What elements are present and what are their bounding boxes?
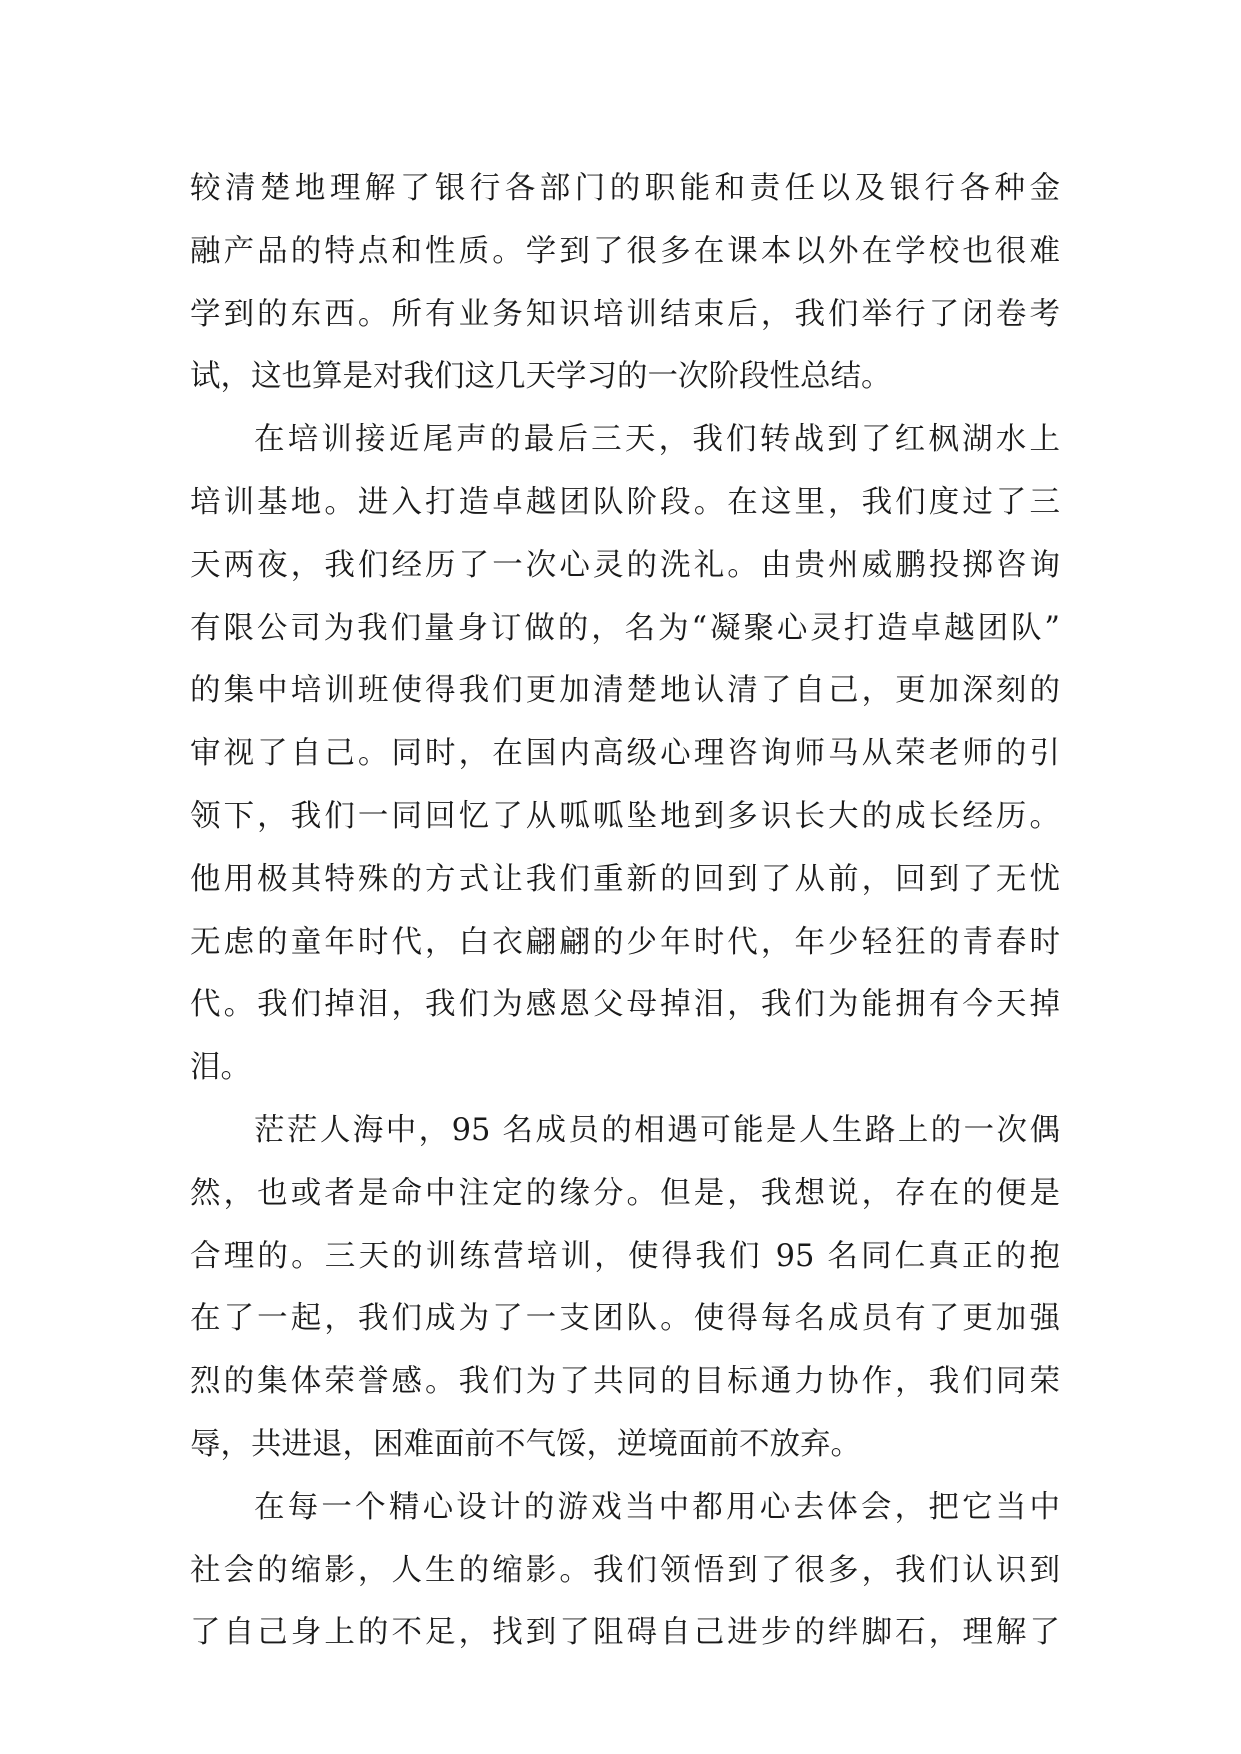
text-line: 然，也或者是命中注定的缘分。但是，我想说，存在的便是 — [190, 1175, 1060, 1211]
text-line: 的集中培训班使得我们更加清楚地认清了自己，更加深刻的 — [190, 673, 1060, 709]
text-line: 他用极其特殊的方式让我们重新的回到了从前，回到了无忧 — [190, 861, 1060, 897]
paragraph — [190, 409, 1060, 1100]
text-line: 试，这也算是对我们这几天学习的一次阶段性总结。 — [190, 359, 892, 395]
text-line: 较清楚地理解了银行各部门的职能和责任以及银行各种金 — [190, 171, 1060, 206]
text-line: 了自己身上的不足，找到了阻碍自己进步的绊脚石，理解了 — [190, 1615, 1060, 1651]
text-line: 有限公司为我们量身订做的，名为“凝聚心灵打造卓越团队” — [190, 610, 1060, 646]
text-line: 审视了自己。同时，在国内高级心理咨询师马从荣老师的引 — [190, 736, 1060, 772]
text-line: 融产品的特点和性质。学到了很多在课本以外在学校也很难 — [190, 233, 1060, 269]
text-line: 代。我们掉泪，我们为感恩父母掉泪，我们为能拥有今天掉 — [190, 987, 1060, 1023]
text-line: 在了一起，我们成为了一支团队。使得每名成员有了更加强 — [190, 1301, 1060, 1337]
text-line: 培训基地。进入打造卓越团队阶段。在这里，我们度过了三 — [190, 484, 1060, 520]
paragraph — [190, 158, 1060, 409]
text-line: 在培训接近尾声的最后三天，我们转战到了红枫湖水上 — [254, 422, 1060, 458]
text-line: 合理的。三天的训练营培训，使得我们 95 名同仁真正的抱 — [190, 1238, 1060, 1274]
paragraph — [190, 1100, 1060, 1477]
text-line: 社会的缩影，人生的缩影。我们领悟到了很多，我们认识到 — [190, 1552, 1060, 1588]
text-line: 学到的东西。所有业务知识培训结束后，我们举行了闭卷考 — [190, 296, 1060, 332]
text-line: 辱，共进退，困难面前不气馁，逆境面前不放弃。 — [190, 1426, 861, 1462]
text-line: 烈的集体荣誉感。我们为了共同的目标通力协作，我们同荣 — [190, 1364, 1060, 1400]
text-line: 领下，我们一同回忆了从呱呱坠地到多识长大的成长经历。 — [190, 798, 1060, 834]
text-line: 无虑的童年时代，白衣翩翩的少年时代，年少轻狂的青春时 — [190, 924, 1060, 960]
text-line: 泪。 — [190, 1050, 251, 1086]
body-text — [190, 158, 1060, 1665]
text-line: 茫茫人海中，95 名成员的相遇可能是人生路上的一次偶 — [254, 1112, 1060, 1148]
text-line: 天两夜，我们经历了一次心灵的洗礼。由贵州威鹏投掷咨询 — [190, 547, 1060, 583]
paragraph — [190, 1477, 1060, 1665]
text-line: 在每一个精心设计的游戏当中都用心去体会，把它当中 — [254, 1489, 1060, 1525]
